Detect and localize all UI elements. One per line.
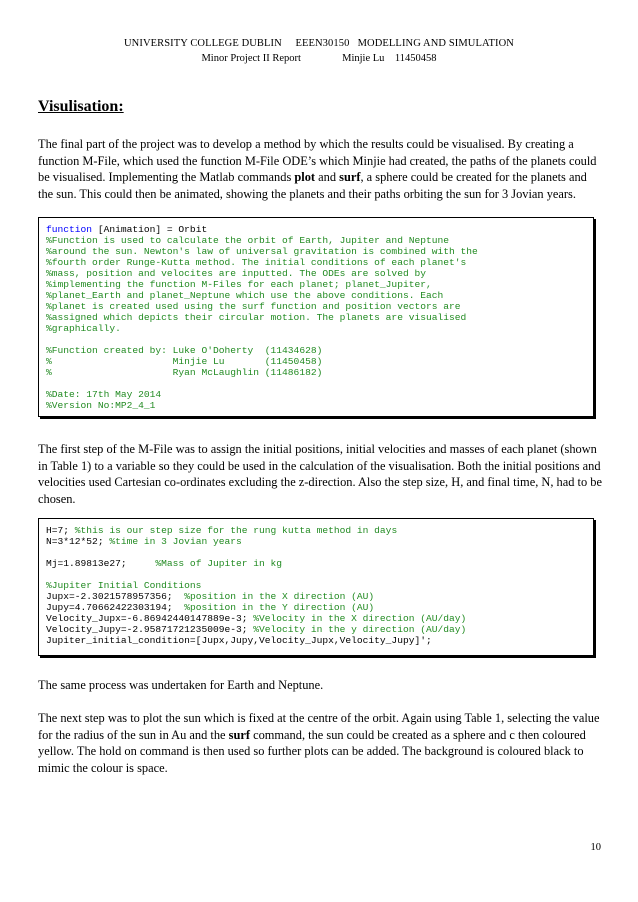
code-comment: %Velocity in the X direction (AU/day) bbox=[253, 613, 467, 624]
code-comment-line: %assigned which depicts their circular motion. The planets are visualised bbox=[46, 312, 467, 323]
paragraph-initial-conditions: The first step of the M-File was to assign the initial positions, initial velocities and masses of each planet (shown in Table 1) to a variable so they could be used in the calculation of the visualisation. Both the initial positions and velocities used Cartesian co-ordinates excluding the z-direction. Also the step size, H, and final time, N, had to be chosen. bbox=[38, 442, 602, 506]
code-comment: %Jupiter Initial Conditions bbox=[46, 580, 202, 591]
code-comment-line: %around the sun. Newton's law of universal gravitation is combined with the bbox=[46, 246, 478, 257]
code-comment: %position in the X direction (AU) bbox=[184, 591, 375, 602]
code-statement: Jupiter_initial_condition=[Jupx,Jupy,Velocity_Jupx,Velocity_Jupy]'; bbox=[46, 635, 432, 646]
code-comment-line: % Minjie Lu (11450458) bbox=[46, 356, 323, 367]
code-comment-line: %Function is used to calculate the orbit of Earth, Jupiter and Neptune bbox=[46, 235, 450, 246]
code-line bbox=[46, 558, 588, 569]
code-line bbox=[46, 613, 588, 624]
code-comment-line: %Version No:MP2_4_1 bbox=[46, 400, 156, 411]
code-comment-line: %planet_Earth and planet_Neptune which use the above conditions. Each bbox=[46, 290, 444, 301]
page-number: 10 bbox=[590, 842, 601, 853]
code-block-initial-conditions bbox=[38, 518, 594, 656]
intro-text-c: and bbox=[315, 170, 340, 185]
code-line bbox=[46, 525, 588, 536]
code-comment-line: %Date: 17th May 2014 bbox=[46, 389, 162, 400]
intro-bold-surf: surf bbox=[339, 170, 361, 185]
code-line bbox=[46, 624, 588, 635]
code-line bbox=[46, 569, 588, 580]
code-comment-line: %mass, position and velocites are inputted. The ODEs are solved by bbox=[46, 268, 426, 279]
code-block-orbit-header bbox=[38, 217, 594, 417]
code-line bbox=[46, 580, 588, 591]
sun-text-a: The next step was to plot the sun which is fixed at the centre of the orbit. Again using Table 1, selecting the value for the radius of the sun in Au and the bbox=[38, 711, 600, 742]
code-statement: Jupx=-2.3021578957356; bbox=[46, 591, 185, 602]
code-comment: %Mass of Jupiter in kg bbox=[155, 558, 283, 569]
code-line bbox=[46, 635, 588, 646]
paragraph-plot-sun bbox=[38, 710, 604, 776]
code-line-function bbox=[46, 224, 588, 235]
code-comment-line: %implementing the function M-Files for each planet; planet_Jupiter, bbox=[46, 279, 432, 290]
code-comment-line bbox=[46, 334, 588, 345]
code-comment-line: %graphically. bbox=[46, 323, 121, 334]
code-comment: %Velocity in the y direction (AU/day) bbox=[253, 624, 467, 635]
code-comment: %this is our step size for the rung kutta method in days bbox=[74, 525, 398, 536]
keyword-function: function bbox=[46, 224, 93, 235]
code-comment-line: %fourth order Runge-Kutta method. The initial conditions of each planet's bbox=[46, 257, 467, 268]
code-comment: %time in 3 Jovian years bbox=[109, 536, 242, 547]
code-comment-lines bbox=[46, 235, 588, 411]
code-statement: Mj=1.89813e27; bbox=[46, 558, 156, 569]
code-comment-line: %Function created by: Luke O'Doherty (11434628) bbox=[46, 345, 323, 356]
code-statement: H=7; bbox=[46, 525, 75, 536]
code-statement: Velocity_Jupx=-6.86942440147889e-3; bbox=[46, 613, 254, 624]
paragraph-same-process: The same process was undertaken for Earth and Neptune. bbox=[38, 678, 324, 692]
intro-text-a: The final part of the project was to develop a method by which the results could be visualised. By creating a function M-File, which used the function M-File ODE’s which Minjie had created, the paths of the planets could be visualised. Implementing the Matlab commands bbox=[38, 137, 597, 185]
code-line bbox=[46, 591, 588, 602]
code-comment-line: % Ryan McLaughlin (11486182) bbox=[46, 367, 323, 378]
code-line bbox=[46, 547, 588, 558]
intro-bold-plot: plot bbox=[294, 170, 316, 185]
code-statement: N=3*12*52; bbox=[46, 536, 110, 547]
sun-bold-surf: surf bbox=[228, 727, 250, 742]
sun-text-c: command, the sun could be created as a sphere and c then coloured yellow. The hold on command is then used so further plots can be added. The background is coloured black to mimic the colour is space. bbox=[38, 727, 586, 775]
paragraph-intro bbox=[38, 136, 604, 202]
section-title: Visulisation: bbox=[38, 98, 124, 115]
code-comment-line: %planet is created used using the surf function and position vectors are bbox=[46, 301, 461, 312]
intro-text-e: , a sphere could be created for the planets and the sun. This could then be animated, showing the planets and their paths orbiting the sun for 3 Jovian years. bbox=[38, 170, 587, 201]
report-author: Minjie Lu 11450458 bbox=[342, 53, 437, 64]
function-signature: [Animation] = Orbit bbox=[92, 224, 208, 235]
code-comment: %position in the Y direction (AU) bbox=[184, 602, 375, 613]
page-header-report bbox=[0, 53, 638, 64]
code-line bbox=[46, 602, 588, 613]
page-header-institution: UNIVERSITY COLLEGE DUBLIN EEEN30150 MODELLING AND SIMULATION bbox=[123, 38, 514, 49]
code-comment-line bbox=[46, 378, 588, 389]
code-lines bbox=[46, 525, 588, 646]
code-line bbox=[46, 536, 588, 547]
code-statement: Velocity_Jupy=-2.95871721235009e-3; bbox=[46, 624, 254, 635]
code-statement: Jupy=4.70662422303194; bbox=[46, 602, 185, 613]
report-title: Minor Project II Report bbox=[201, 53, 301, 64]
